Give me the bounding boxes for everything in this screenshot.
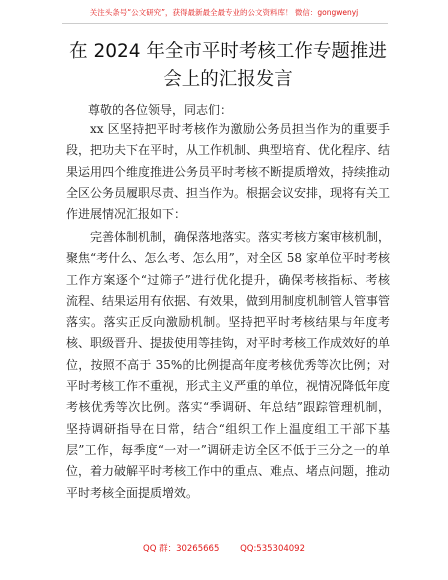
footer-contacts — [0, 542, 448, 554]
salutation: 尊敬的各位领导，同志们： — [88, 103, 233, 117]
paragraph-intro: xx 区坚持把平时考核作为激励公务员担当作为的重要手段，把功夫下在平时，从工作机制、典型培育、优化程序、结果运用四个维度推进公务员平时考核不断提质增效，持续推动全区公务员履职尽责、担当作为。根据会议安排，现将有关工作进展情况汇报如下： — [66, 122, 391, 222]
page-title: 在 2024 年全市平时考核工作专题推进会上的汇报发言 — [69, 41, 387, 90]
header-divider — [62, 23, 388, 24]
paragraph-body: 完善体制机制，确保落地落实。落实考核方案审核机制，聚焦“考什么、怎么考、怎么用”，对全区 58 家单位平时考核工作方案逐个“过筛子”进行优化提升，确保考核指标、考核流程、结果运用有依据、有效果，做到用制度机制管人管事管落实。落实正反向激励机制。坚持把平时考核结果与年度考核、职级晋升、提拔使用等挂钩，对平时考核工作成效好的单位，按照不高于 35%的比例提高年度考核优秀等次比例；对平时考核工作不重视，形式主义严重的单位，视情况降低年度考核优秀等次比例。落实“季调研、年总结”跟踪管理机制，坚持调研指导在日常，结合“组织工作上温度组工干部下基层”工作，每季度“一对一”调研走访全区不低于三分之一的单位，着力破解平时考核工作中的重点、难点、堵点问题，推动平时考核全面提质增效。 — [66, 230, 391, 500]
header-banner: 关注头条号“公文研究”，获得最新最全最专业的公文资料库！ 微信：gongwenyj — [89, 8, 359, 17]
footer-qq-group: QQ 群：30265665 — [143, 544, 220, 554]
footer-qq: QQ:535304092 — [240, 544, 305, 554]
